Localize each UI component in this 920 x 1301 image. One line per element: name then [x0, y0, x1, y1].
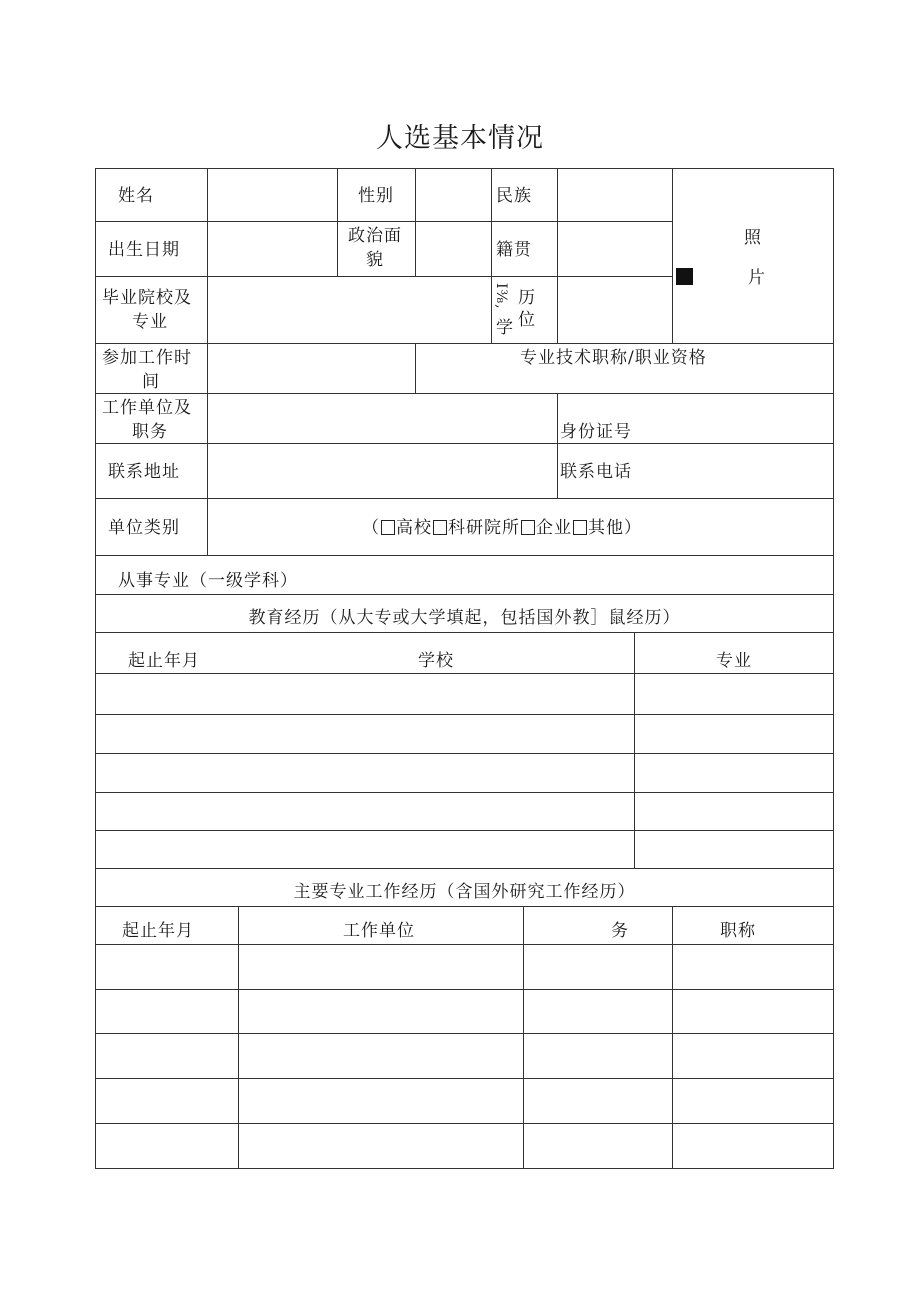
discipline-label: 从事专业（一级学科） — [118, 571, 298, 591]
school-label-1: 毕业院校及 — [102, 288, 192, 308]
employer-label-1: 工作单位及 — [102, 398, 192, 418]
work-col-duty: 务 — [611, 921, 629, 941]
table-border-bottom — [95, 1168, 834, 1169]
option-other: 其他 — [588, 518, 624, 538]
row-divider — [95, 594, 834, 595]
row-divider — [95, 868, 834, 869]
degree-label-3: 位 — [518, 310, 536, 330]
political-field[interactable] — [417, 223, 490, 275]
degree-label-1: 历 — [518, 288, 536, 308]
native-label: 籍贯 — [496, 240, 532, 260]
name-field[interactable] — [209, 170, 336, 220]
birth-label: 出生日期 — [108, 240, 180, 260]
checkbox-other[interactable] — [573, 520, 587, 535]
work-start-label-2: 间 — [142, 372, 160, 392]
unit-type-label: 单位类别 — [108, 518, 180, 538]
col-divider — [415, 343, 416, 394]
work-row[interactable] — [96, 990, 833, 1032]
table-border-top — [95, 168, 834, 169]
col-divider — [557, 393, 558, 499]
row-divider — [95, 443, 834, 444]
work-row[interactable] — [96, 1034, 833, 1077]
school-label-2: 专业 — [132, 312, 168, 332]
photo-label-2: 片 — [748, 268, 766, 288]
employer-label-2: 职务 — [132, 422, 168, 442]
col-divider — [337, 168, 338, 277]
degree-field[interactable] — [559, 278, 671, 342]
col-divider — [207, 168, 208, 556]
page-title: 人选基本情况 — [376, 123, 544, 154]
work-start-label-1: 参加工作时 — [102, 348, 192, 368]
phone-field[interactable] — [559, 445, 832, 497]
photo-box[interactable] — [674, 170, 832, 342]
checkbox-enterprise[interactable] — [521, 520, 535, 535]
option-research-institute: 科研院所 — [448, 518, 520, 538]
photo-label-1: 照 — [744, 228, 762, 248]
option-university: 高校 — [396, 518, 432, 538]
row-divider — [95, 498, 834, 499]
education-col-period: 起止年月 — [128, 651, 200, 671]
row-divider — [95, 906, 834, 907]
checkbox-university[interactable] — [381, 520, 395, 535]
work-col-unit: 工作单位 — [343, 921, 415, 941]
work-row[interactable] — [96, 1079, 833, 1122]
address-label: 联系地址 — [108, 462, 180, 482]
education-col-major: 专业 — [716, 651, 752, 671]
open-paren: （ — [362, 518, 380, 538]
unit-type-options — [362, 516, 642, 540]
row-divider — [95, 393, 834, 394]
phone-label: 联系电话 — [560, 462, 632, 482]
row-divider — [95, 343, 834, 344]
education-header: 教育经历（从大专或大学填起，包括国外教］鼠经历） — [248, 608, 681, 628]
ethnicity-label: 民族 — [496, 186, 532, 206]
gender-field[interactable] — [417, 170, 490, 220]
education-row[interactable] — [96, 754, 833, 791]
col-divider — [557, 168, 558, 344]
table-border-right — [833, 168, 834, 1169]
education-row[interactable] — [96, 715, 833, 752]
col-divider — [491, 168, 492, 344]
close-paren: ） — [624, 518, 642, 538]
work-row[interactable] — [96, 945, 833, 988]
education-row[interactable] — [96, 831, 833, 867]
row-divider — [95, 221, 673, 222]
title-qual-label: 专业技术职称/职业资格 — [520, 348, 707, 368]
ethnicity-field[interactable] — [559, 170, 671, 220]
education-row[interactable] — [96, 793, 833, 829]
name-label: 姓名 — [118, 186, 154, 206]
option-enterprise: 企业 — [536, 518, 572, 538]
work-col-period: 起止年月 — [122, 921, 194, 941]
employer-field[interactable] — [209, 395, 556, 442]
native-field[interactable] — [559, 223, 671, 275]
gender-label: 性别 — [358, 186, 394, 206]
political-label-2: 貌 — [366, 250, 384, 270]
degree-label-2: 学 — [496, 318, 514, 338]
row-divider — [95, 276, 673, 277]
education-col-school: 学校 — [418, 651, 454, 671]
work-row[interactable] — [96, 1124, 833, 1167]
birth-field[interactable] — [209, 223, 336, 275]
id-label: 身份证号 — [560, 422, 632, 442]
work-header: 主要专业工作经历（含国外研究工作经历） — [293, 882, 636, 902]
row-divider — [95, 632, 834, 633]
work-start-field[interactable] — [209, 345, 414, 392]
photo-divider — [672, 168, 673, 344]
address-field[interactable] — [209, 445, 556, 497]
school-field[interactable] — [209, 278, 490, 342]
education-row[interactable] — [96, 674, 833, 713]
row-divider — [95, 555, 834, 556]
work-col-title: 职称 — [720, 921, 756, 941]
political-label-1: 政治面 — [348, 226, 402, 246]
col-divider — [415, 168, 416, 277]
degree-glyph: I⅜, — [493, 283, 509, 310]
checkbox-research-institute[interactable] — [433, 520, 447, 535]
black-square-mark — [676, 268, 693, 285]
